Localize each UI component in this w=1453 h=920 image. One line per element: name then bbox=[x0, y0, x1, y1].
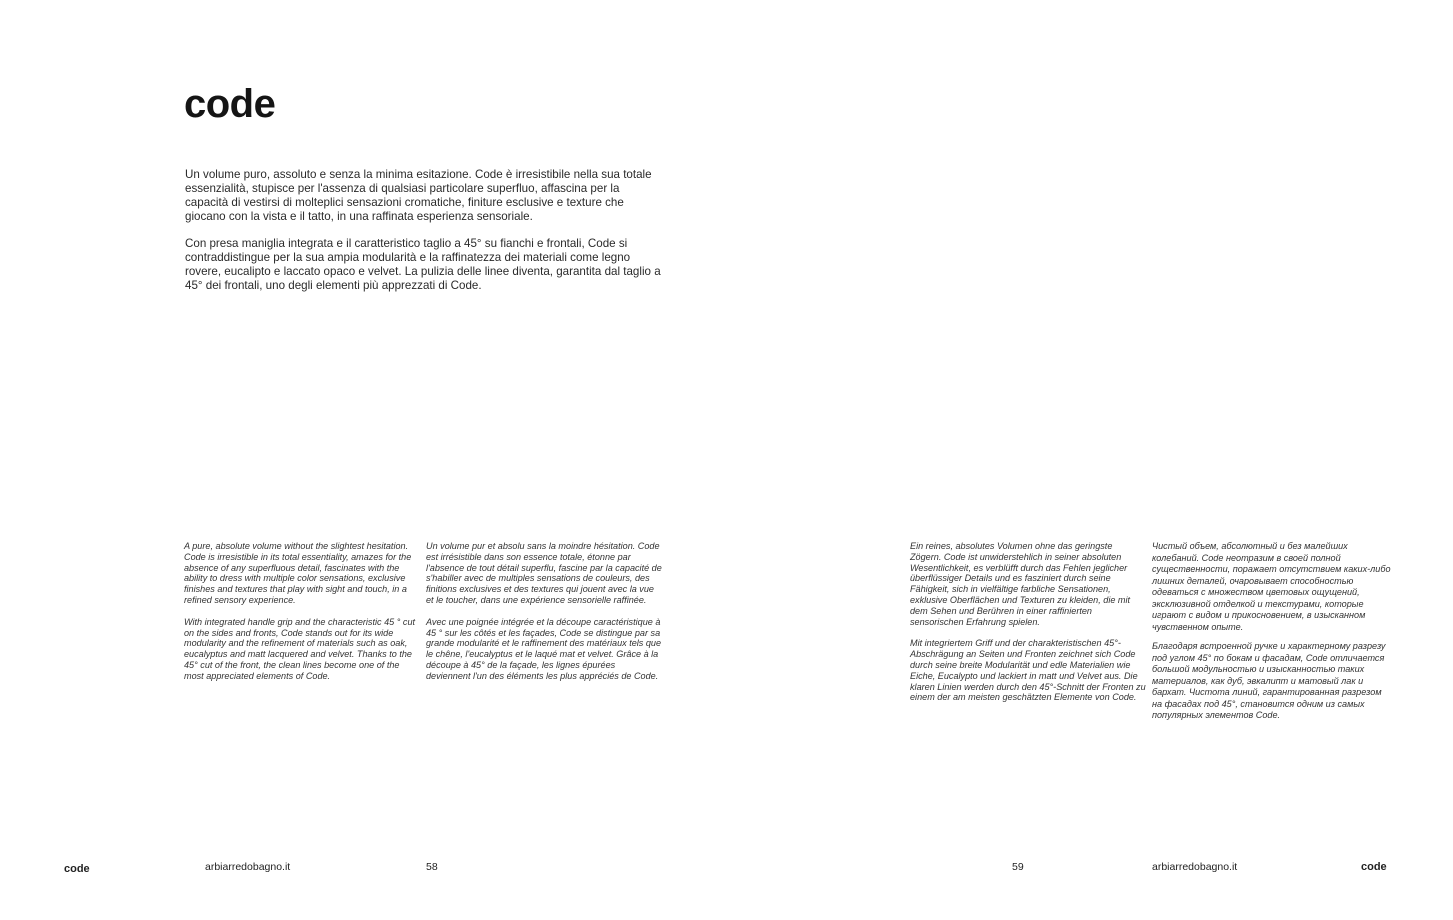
text-column-russian bbox=[1152, 541, 1392, 730]
footer-brand-right: code bbox=[1361, 861, 1387, 873]
text-column-english bbox=[184, 541, 420, 693]
footer-website-right[interactable]: arbiarredobagno.it bbox=[1152, 861, 1238, 873]
german-paragraph: Mit integriertem Griff und der charakteristischen 45°-Abschrägung an Seiten und Fronten zeichnet sich Code durch seine breite Modularität und edle Materialien wie Eiche, Eucalypto und lackiert in matt und Velvet aus. Die klaren Linien werden durch den 45°-Schnitt der Fronten zu einem der am meisten geschätzten Elemente von Code. bbox=[910, 638, 1146, 703]
english-paragraph: A pure, absolute volume without the slightest hesitation. Code is irresistible in its total essentiality, amazes for the absence of any superfluous detail, fascinates with the ability to dress with multiple color sensations, exclusive finishes and textures that play with sight and touch, in a refined sensory experience. bbox=[184, 541, 412, 605]
footer-website-left[interactable]: arbiarredobagno.it bbox=[205, 861, 291, 873]
french-paragraph: Un volume pur et absolu sans la moindre hésitation. Code est irrésistible dans son essence totale, étonne par l'absence de tout détail superflu, fascine par la capacité de s'habiller avec de multiples sensations de couleurs, des finitions exclusives et des textures qui jouent avec la vue et le toucher, dans une expérience sensorielle raffinée. bbox=[426, 541, 662, 605]
russian-paragraph: Чистый объем, абсолютный и без малейших колебаний. Code неотразим в своей полной существенности, поражает отсутствием каких-либо лишних деталей, очаровывает способностью одеваться с множеством цветовых ощущений, эксклюзивной отделкой и текстурами, которые играют с видом и прикосновением, в изысканном чувственном опыте. bbox=[1152, 541, 1391, 632]
text-column-french bbox=[426, 541, 662, 693]
intro-text-italian bbox=[185, 168, 663, 306]
footer-brand-left: code bbox=[64, 863, 90, 875]
intro-paragraph: Un volume puro, assoluto e senza la minima esitazione. Code è irresistibile nella sua totale essenzialità, stupisce per l'assenza di qualsiasi particolare superfluo, affascina per la capacità di vestirsi di molteplici sensazioni cromatiche, finiture esclusive e texture che giocano con la vista e il tatto, in una raffinata esperienza sensoriale. bbox=[185, 168, 652, 223]
intro-paragraph: Con presa maniglia integrata e il caratteristico taglio a 45° su fianchi e frontali, Code si contraddistingue per la sua ampia modularità e la raffinatezza dei materiali come legno rovere, eucalipto e laccato opaco e velvet. La pulizia delle linee diventa, garantita dal taglio a 45° dei frontali, uno degli elementi più apprezzati di Code. bbox=[185, 237, 661, 292]
page-number-left: 58 bbox=[426, 861, 438, 873]
french-paragraph: Avec une poignée intégrée et la découpe caractéristique à 45 ° sur les côtés et les façades, Code se distingue par sa grande modularité et le raffinement des matériaux tels que le chêne, l'eucalyptus et le laqué mat et velvet. Grâce à la découpe à 45° de la façade, les lignes épurées deviennent l'un des éléments les plus appréciés de Code. bbox=[426, 616, 662, 681]
russian-paragraph: Благодаря встроенной ручке и характерному разрезу под углом 45° по бокам и фасадам, Code отличается большой модульностью и изысканностью таких материалов, как дуб, эвкалипт и матовый лак и бархат. Чистота линий, гарантированная разрезом на фасадах под 45°, становится одним из самых популярных элементов Code. bbox=[1152, 641, 1386, 720]
german-paragraph: Ein reines, absolutes Volumen ohne das geringste Zögern. Code ist unwiderstehlich in seiner absoluten Wesentlichkeit, es verblüfft durch das Fehlen jeglicher überflüssiger Details und es fasziniert durch seine Fähigkeit, sich in vielfältige farbliche Sensationen, exklusive Oberflächen und Texturen zu kleiden, die mit dem Sehen und Berühren in einer raffinierten sensorischen Erfahrung spielen. bbox=[910, 541, 1131, 627]
page-title: code bbox=[184, 82, 276, 126]
page-number-right: 59 bbox=[1012, 861, 1024, 873]
english-paragraph: With integrated handle grip and the characteristic 45 ° cut on the sides and fronts, Code stands out for its wide modularity and the refinement of materials such as oak, eucalyptus and matt lacquered and velvet. Thanks to the 45° cut of the front, the clean lines become one of the most appreciated elements of Code. bbox=[184, 616, 416, 681]
text-column-german bbox=[910, 541, 1146, 714]
